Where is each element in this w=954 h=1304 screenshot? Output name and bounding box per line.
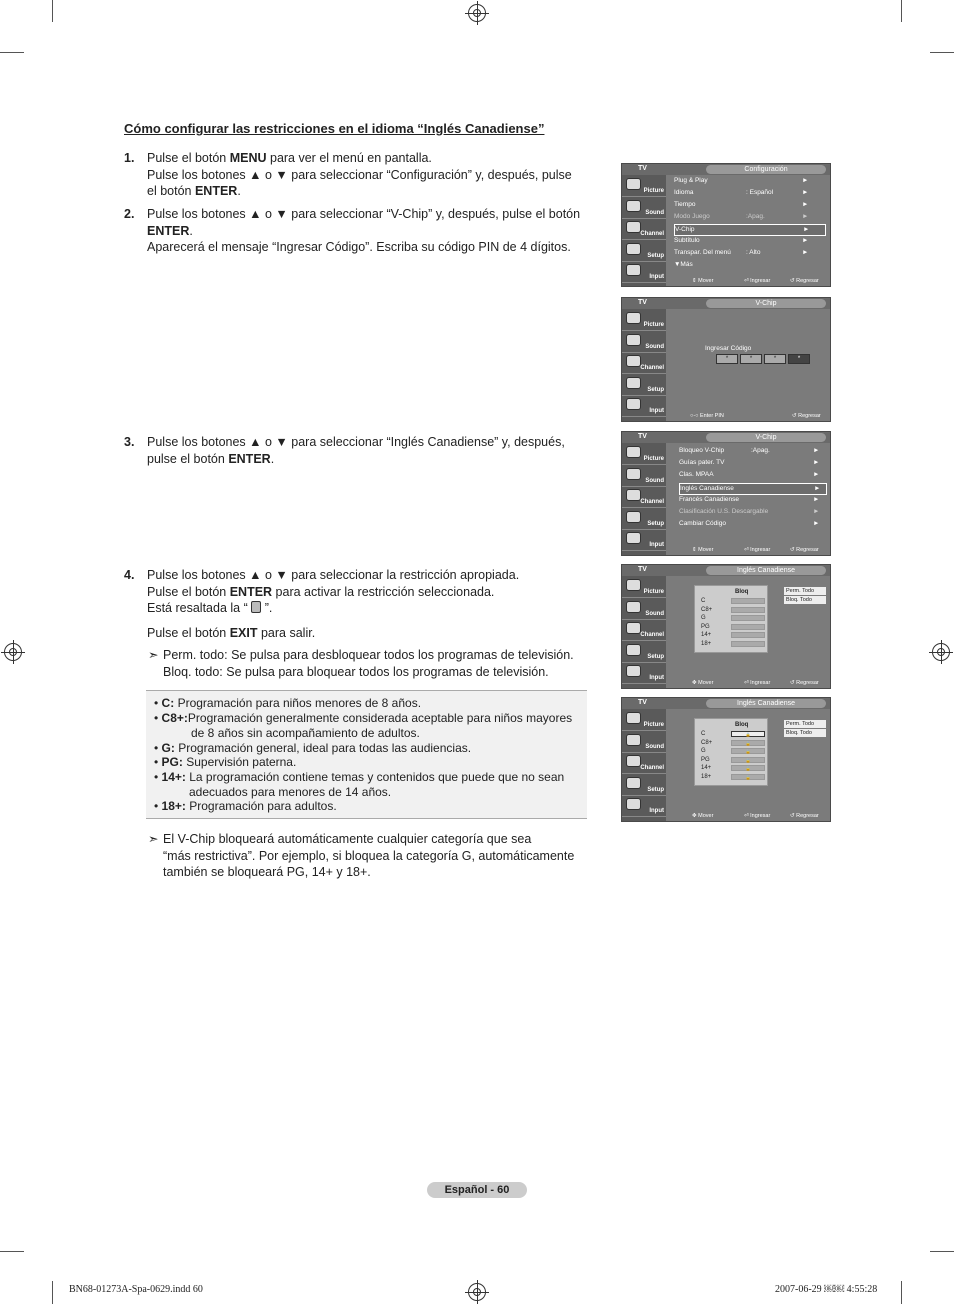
note-vchip <box>148 831 593 881</box>
osd-side-label: Channel <box>640 231 664 237</box>
osd-footer-hint: ↺ Regresar <box>790 278 819 284</box>
rating-cell: 🔒 <box>731 765 765 771</box>
arrow-right-icon: ► <box>813 447 820 454</box>
rating-label: C8+ <box>701 606 713 613</box>
rating-item: • PG: Supervisión paterna. <box>154 755 297 769</box>
osd-footer-hint: ⏎ Ingresar <box>744 680 771 686</box>
rating-row <box>701 740 763 747</box>
arrow-right-icon: ► <box>802 213 809 220</box>
rating-label: 14+ <box>701 765 712 771</box>
osd-header <box>622 164 830 175</box>
setup-icon <box>626 511 641 523</box>
osd-menu-row <box>674 260 824 270</box>
crop-mark <box>901 1281 902 1304</box>
rating-label: PG <box>701 623 710 630</box>
osd-configuracion <box>621 163 831 287</box>
rating-label: PG <box>701 756 710 763</box>
osd-header <box>622 432 830 443</box>
osd-side-item-sound <box>622 197 666 219</box>
osd-menu-row <box>679 483 827 495</box>
osd-side-item-sound <box>622 331 666 353</box>
osd-title: Inglés Canadiense <box>706 699 826 708</box>
osd-side-label: Sound <box>645 610 664 617</box>
rating-item: • 18+: Programación para adultos. <box>154 799 337 813</box>
osd-row-label: Plug & Play <box>674 177 708 184</box>
osd-footer-hint: ⏎ Ingresar <box>744 813 771 819</box>
arrow-right-icon: ► <box>813 508 820 515</box>
picture-icon <box>626 178 641 190</box>
osd-row-label: Cambiar Código <box>679 520 726 528</box>
osd-side-item-picture <box>622 175 666 197</box>
osd-side-label: Setup <box>647 786 664 793</box>
osd-ingles-canadiense-locked <box>621 697 831 822</box>
osd-side-label: Channel <box>640 365 664 371</box>
osd-menu-row <box>679 446 825 456</box>
osd-side-label: Picture <box>643 188 664 194</box>
osd-side-label: Channel <box>640 632 664 638</box>
date-slug: 2007-06-29 ￼￼ 4:55:28 <box>775 1284 878 1295</box>
osd-side-item-input <box>622 795 666 817</box>
rating-cell <box>731 641 765 647</box>
note-line: Perm. todo: Se pulsa para desbloquear todos los programas de televisión. <box>163 648 574 662</box>
pin-digit: * <box>764 354 786 364</box>
osd-side-item-sound <box>622 731 666 753</box>
osd-footer <box>666 678 830 688</box>
page-number: Español - 60 <box>427 1182 527 1198</box>
osd-menu-row <box>674 248 824 258</box>
osd-side-label: Input <box>649 542 664 548</box>
channel-icon <box>626 622 641 634</box>
osd-sidebar <box>622 443 666 555</box>
rating-row <box>701 624 763 631</box>
osd-side-item-channel <box>622 619 666 641</box>
osd-side-item-channel <box>622 486 666 508</box>
step-line: Pulse los botones ▲ o ▼ para seleccionar “Inglés Canadiense” y, después, <box>147 435 565 449</box>
osd-side-label: Sound <box>645 743 664 750</box>
osd-side-item-input <box>622 662 666 684</box>
osd-row-label: Guías pater. TV <box>679 459 725 467</box>
osd-title: Configuración <box>706 165 826 174</box>
osd-side-item-channel <box>622 752 666 774</box>
step-line: el botón ENTER. <box>147 184 241 198</box>
rating-row <box>701 598 763 605</box>
osd-footer <box>666 811 830 821</box>
input-icon <box>626 665 641 677</box>
rating-row <box>701 757 763 764</box>
osd-tv-label: TV <box>638 433 647 440</box>
osd-side-item-picture <box>622 709 666 731</box>
channel-icon <box>626 755 641 767</box>
osd-side-label: Input <box>649 675 664 681</box>
ratings-box <box>146 690 587 819</box>
osd-header <box>622 698 830 709</box>
arrow-right-icon: ► <box>813 471 820 479</box>
arrow-right-icon: ► <box>802 189 809 196</box>
rating-label: 18+ <box>701 773 712 780</box>
osd-row-label: ▼Más <box>674 261 693 268</box>
crop-mark <box>930 52 954 53</box>
osd-side-label: Sound <box>645 209 664 216</box>
step-number: 2. <box>124 207 135 221</box>
rating-cell: 🔒 <box>731 740 765 746</box>
step-line: ENTER. <box>147 223 193 238</box>
osd-side-item-input <box>622 529 666 551</box>
lock-icon <box>251 601 261 613</box>
arrow-right-icon: ► <box>802 237 809 244</box>
rating-row <box>701 615 763 622</box>
osd-row-label: Clas. MPAA <box>679 471 714 479</box>
osd-side-label: Picture <box>643 589 664 595</box>
rating-cell <box>731 598 765 604</box>
arrow-right-icon: ► <box>814 484 821 492</box>
osd-title: Inglés Canadiense <box>706 566 826 575</box>
osd-footer-hint: ↺ Regresar <box>790 547 819 553</box>
osd-side-item-setup <box>622 774 666 796</box>
osd-side-item-channel <box>622 352 666 374</box>
rating-label: G <box>701 615 706 621</box>
rating-row <box>701 748 763 755</box>
osd-side-label: Sound <box>645 477 664 484</box>
step-line: Pulse los botones ▲ o ▼ para seleccionar “V-Chip” y, después, pulse el botón <box>147 207 581 221</box>
rating-col-header: Bloq <box>735 589 749 595</box>
osd-side-item-sound <box>622 598 666 620</box>
osd-side-label: Picture <box>643 456 664 462</box>
osd-side-label: Setup <box>647 252 664 259</box>
osd-title: V-Chip <box>706 299 826 308</box>
osd-title: V-Chip <box>706 433 826 442</box>
crop-mark <box>901 0 902 22</box>
osd-header <box>622 298 830 309</box>
osd-sidebar <box>622 309 666 421</box>
osd-row-value: :Apag. <box>751 447 770 454</box>
rating-item: • C: Programación para niños menores de 8 años. <box>154 696 422 710</box>
file-slug: BN68-01273A-Spa-0629.indd 60 <box>69 1284 203 1295</box>
rating-cell <box>731 632 765 638</box>
input-icon <box>626 264 641 276</box>
osd-row-label: Clasificación U.S. Descargable <box>679 508 769 515</box>
osd-tv-label: TV <box>638 699 647 706</box>
osd-side-label: Channel <box>640 765 664 771</box>
osd-ingles-canadiense <box>621 564 831 689</box>
osd-menu-row <box>674 188 824 198</box>
channel-icon <box>626 489 641 501</box>
bloq-todo-button[interactable]: Bloq. Todo <box>784 596 826 604</box>
pin-digit: * <box>740 354 762 364</box>
sound-icon <box>626 601 641 613</box>
perm-todo-button[interactable]: Perm. Todo <box>784 587 826 595</box>
sound-icon <box>626 334 641 346</box>
sound-icon <box>626 734 641 746</box>
osd-row-label: Transpar. Del menú <box>674 249 731 256</box>
osd-side-item-setup <box>622 508 666 530</box>
osd-row-label: Bloqueo V-Chip <box>679 447 725 454</box>
osd-footer-hint: ⏎ Ingresar <box>744 278 771 284</box>
osd-footer <box>666 545 830 555</box>
step-line: Pulse el botón MENU para ver el menú en pantalla. <box>147 151 432 165</box>
rating-cell <box>731 615 765 621</box>
input-icon <box>626 398 641 410</box>
arrow-right-icon: ► <box>802 177 809 184</box>
osd-side-label: Picture <box>643 722 664 728</box>
osd-footer-hint: ↺ Regresar <box>792 413 821 419</box>
osd-tv-label: TV <box>638 165 647 172</box>
step-number: 3. <box>124 435 135 449</box>
rating-cell: 🔒 <box>731 731 765 737</box>
crop-mark <box>930 1251 954 1252</box>
osd-row-label: Subtítulo <box>674 237 700 244</box>
rating-item: • G: Programación general, ideal para todas las audiencias. <box>154 741 472 755</box>
picture-icon <box>626 712 641 724</box>
rating-row <box>701 765 763 772</box>
osd-footer <box>666 276 830 286</box>
osd-row-label: Francés Canadiense <box>679 495 739 503</box>
channel-icon <box>626 355 641 367</box>
arrow-right-icon: ► <box>813 459 820 467</box>
input-icon <box>626 532 641 544</box>
osd-footer-hint: ✥ Mover <box>692 813 714 819</box>
osd-footer-hint: ⇕ Mover <box>692 547 714 553</box>
osd-sidebar <box>622 709 666 821</box>
osd-row-label: Inglés Canadiense <box>680 484 734 492</box>
osd-menu-row <box>679 495 825 505</box>
osd-side-item-channel <box>622 218 666 240</box>
osd-sidebar <box>622 175 666 286</box>
osd-side-label: Input <box>649 408 664 414</box>
osd-side-item-picture <box>622 576 666 598</box>
crop-mark <box>0 1251 24 1252</box>
picture-icon <box>626 312 641 324</box>
setup-icon <box>626 377 641 389</box>
osd-menu-row <box>674 200 824 210</box>
osd-row-label: Idioma <box>674 189 694 196</box>
osd-row-label: Tiempo <box>674 201 696 208</box>
osd-header <box>622 565 830 576</box>
osd-side-item-setup <box>622 374 666 396</box>
arrow-right-icon: ► <box>802 249 809 256</box>
osd-side-item-input <box>622 395 666 417</box>
crop-mark <box>52 1281 53 1304</box>
rating-col-header: Bloq <box>735 722 749 728</box>
osd-menu-row <box>679 470 825 480</box>
osd-vchip-pin <box>621 297 831 422</box>
registration-mark-icon <box>468 1283 486 1301</box>
step-2 <box>124 206 594 256</box>
rating-cell: 🔒 <box>731 748 765 754</box>
crop-mark <box>0 52 24 53</box>
osd-vchip-menu <box>621 431 831 556</box>
rating-cell: 🔒 <box>731 757 765 763</box>
osd-footer-hint: ↺ Regresar <box>790 813 819 819</box>
setup-icon <box>626 644 641 656</box>
osd-sidebar <box>622 576 666 688</box>
step-1 <box>124 150 594 200</box>
arrow-right-icon: ► <box>813 520 820 528</box>
rating-item: • 14+: La programación contiene temas y contenidos que puede que no sean <box>154 770 565 784</box>
note-line: El V-Chip bloqueará automáticamente cualquier categoría que sea <box>163 832 532 846</box>
osd-row-label: Modo Juego <box>674 213 710 220</box>
step-number: 4. <box>124 568 135 582</box>
osd-row-label: V-Chip <box>675 226 695 233</box>
osd-menu-row <box>679 507 825 517</box>
osd-row-value: : Español <box>746 189 774 196</box>
rating-row <box>701 774 763 781</box>
osd-footer-hint: ↺ Regresar <box>790 680 819 686</box>
step-line: Pulse el botón ENTER para activar la restricción seleccionada. <box>147 584 495 599</box>
osd-menu-row <box>674 176 824 186</box>
rating-cell: 🔒 <box>731 774 765 780</box>
osd-side-item-picture <box>622 309 666 331</box>
arrow-right-icon: ► <box>802 201 809 208</box>
osd-footer-hint: ○-○ Enter PIN <box>690 413 724 419</box>
osd-side-item-setup <box>622 641 666 663</box>
step-line: pulse el botón ENTER. <box>147 451 275 466</box>
osd-tv-label: TV <box>638 566 647 573</box>
sound-icon <box>626 200 641 212</box>
osd-side-label: Input <box>649 274 664 280</box>
perm-todo-button[interactable]: Perm. Todo <box>784 720 826 728</box>
arrow-icon: ➣ <box>148 648 159 662</box>
arrow-right-icon: ► <box>813 495 820 503</box>
rating-label: C <box>701 598 706 604</box>
setup-icon <box>626 243 641 255</box>
arrow-right-icon: ► <box>803 226 810 233</box>
note-perm-bloq <box>148 647 593 680</box>
osd-menu-row <box>674 236 824 246</box>
step-line: Pulse los botones ▲ o ▼ para seleccionar “Configuración” y, después, pulse <box>147 167 572 182</box>
osd-side-label: Channel <box>640 499 664 505</box>
osd-side-label: Input <box>649 808 664 814</box>
rating-cell <box>731 624 765 630</box>
step-line: Pulse los botones ▲ o ▼ para seleccionar la restricción apropiada. <box>147 568 520 582</box>
osd-menu-row <box>679 458 825 468</box>
step-line: Está resaltada la “ ”. <box>147 601 273 615</box>
rating-item-cont: adecuados para menores de 14 años. <box>189 785 392 799</box>
note-line: Bloq. todo: Se pulsa para bloquear todos los programas de televisión. <box>163 664 549 679</box>
rating-label: C <box>701 731 706 737</box>
step-line: Pulse el botón EXIT para salir. <box>147 625 316 640</box>
rating-label: C8+ <box>701 739 713 746</box>
channel-icon <box>626 221 641 233</box>
osd-menu-row <box>674 212 824 222</box>
step-4 <box>124 567 594 641</box>
step-3 <box>124 434 594 467</box>
arrow-icon: ➣ <box>148 832 159 846</box>
osd-side-label: Setup <box>647 520 664 527</box>
rating-label: G <box>701 748 706 754</box>
registration-mark-icon <box>932 643 950 661</box>
osd-side-label: Setup <box>647 653 664 660</box>
pin-digit: * <box>716 354 738 364</box>
osd-footer-hint: ⇕ Mover <box>692 278 714 284</box>
registration-mark-icon <box>4 643 22 661</box>
setup-icon <box>626 777 641 789</box>
osd-row-value: :Apag. <box>746 213 765 220</box>
note-line: “más restrictiva”. Por ejemplo, si bloquea la categoría G, automáticamente <box>163 848 575 863</box>
pin-label: Ingresar Código <box>705 345 752 352</box>
osd-row-value: : Alto <box>746 249 761 256</box>
picture-icon <box>626 579 641 591</box>
osd-side-item-input <box>622 261 666 283</box>
picture-icon <box>626 446 641 458</box>
osd-menu-row <box>674 224 826 236</box>
osd-side-label: Sound <box>645 343 664 350</box>
registration-mark-icon <box>468 4 486 22</box>
rating-row <box>701 641 763 648</box>
pin-digit: * <box>788 354 810 364</box>
step-number: 1. <box>124 151 135 165</box>
rating-table <box>694 718 768 786</box>
rating-label: 14+ <box>701 632 712 638</box>
input-icon <box>626 798 641 810</box>
bloq-todo-button[interactable]: Bloq. Todo <box>784 729 826 737</box>
osd-footer <box>666 411 830 421</box>
rating-item-cont: de 8 años sin acompañamiento de adultos. <box>191 726 420 740</box>
rating-row <box>701 632 763 639</box>
rating-row <box>701 607 763 614</box>
rating-table <box>694 585 768 653</box>
note-line: también se bloqueará PG, 14+ y 18+. <box>163 865 371 879</box>
osd-footer-hint: ✥ Mover <box>692 680 714 686</box>
osd-tv-label: TV <box>638 299 647 306</box>
osd-side-item-setup <box>622 240 666 262</box>
rating-row <box>701 731 763 738</box>
rating-label: 18+ <box>701 640 712 647</box>
rating-cell <box>731 607 765 613</box>
step-line: Aparecerá el mensaje “Ingresar Código”. Escriba su código PIN de 4 dígitos. <box>147 240 571 254</box>
osd-side-item-sound <box>622 465 666 487</box>
osd-menu-row <box>679 519 825 529</box>
osd-side-label: Picture <box>643 322 664 328</box>
page-title: Cómo configurar las restricciones en el idioma “Inglés Canadiense” <box>124 121 545 136</box>
osd-footer-hint: ⏎ Ingresar <box>744 547 771 553</box>
crop-mark <box>52 0 53 22</box>
osd-side-item-picture <box>622 443 666 465</box>
osd-side-label: Setup <box>647 386 664 393</box>
sound-icon <box>626 468 641 480</box>
rating-item: • C8+:Programación generalmente considerada aceptable para niños mayores <box>154 711 573 725</box>
